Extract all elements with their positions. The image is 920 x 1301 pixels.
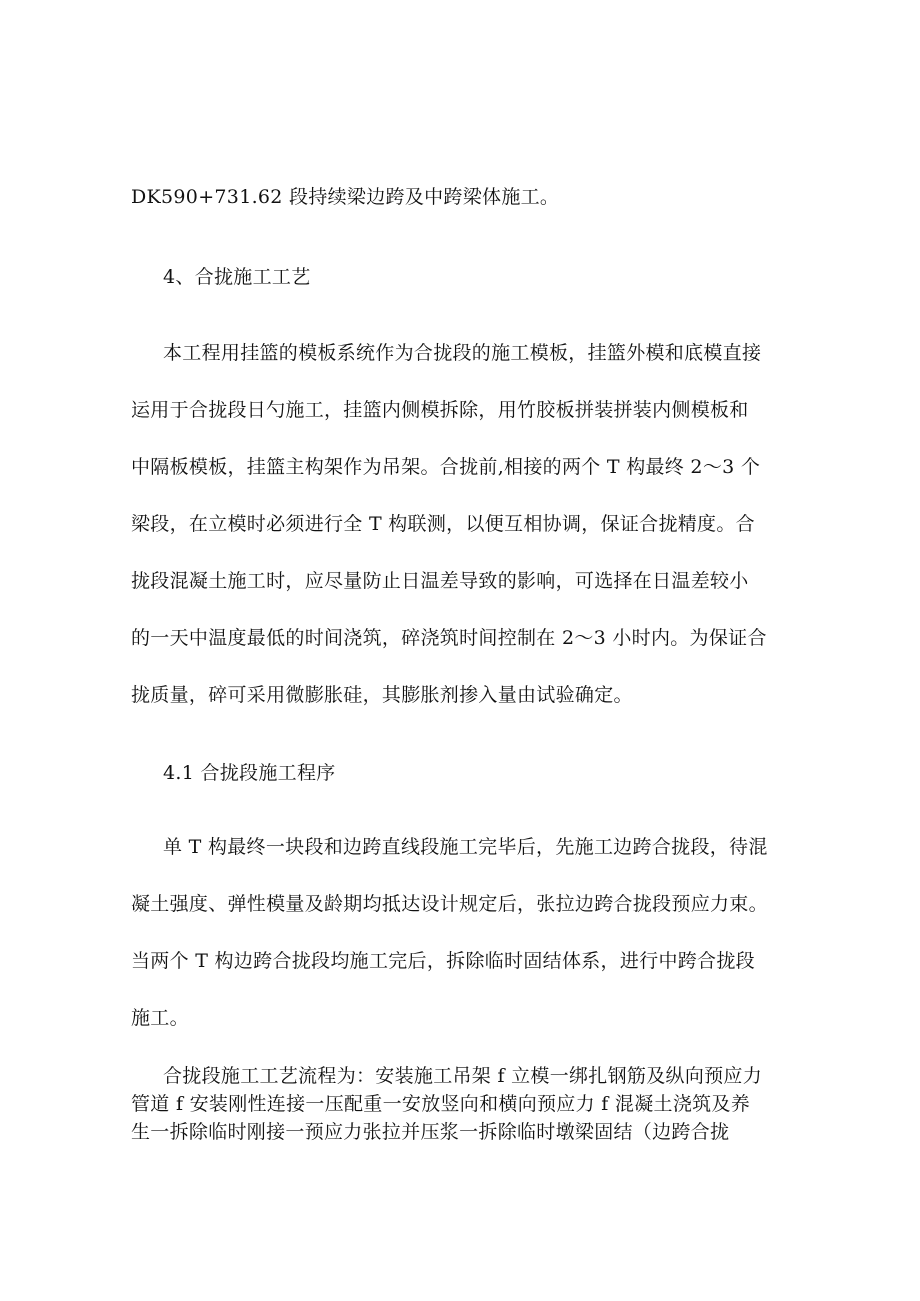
paragraph-line: 凝土强度、弹性模量及龄期均抵达设计规定后，张拉边跨合拢段预应力束。 bbox=[131, 893, 768, 915]
paragraph-line: 施工。 bbox=[131, 1007, 189, 1029]
paragraph-line: 拢段混凝土施工时，应尽量防止日温差导致的影响，可选择在日温差较小 bbox=[131, 570, 749, 592]
paragraph-line: 拢质量，碎可采用微膨胀硅，其膨胀剂掺入量由试验确定。 bbox=[131, 684, 633, 706]
paragraph-line: 梁段，在立模时必须进行全 T 构联测，以便互相协调，保证合拢精度。合 bbox=[131, 513, 755, 535]
paragraph-line: 当两个 T 构边跨合拢段均施工完后，拆除临时固结体系，进行中跨合拢段 bbox=[131, 950, 755, 972]
section-heading-4: 4、合拢施工工艺 bbox=[163, 266, 311, 288]
paragraph-line: 单 T 构最终一块段和边跨直线段施工完毕后，先施工边跨合拢段，待混 bbox=[163, 836, 768, 858]
paragraph-line: 运用于合拢段日勺施工，挂篮内侧模拆除，用竹胶板拼装拼装内侧模板和 bbox=[131, 399, 749, 421]
continuation-line: DK590+731.62 段持续梁边跨及中跨梁体施工。 bbox=[131, 186, 560, 208]
paragraph-line: 中隔板模板，挂篮主构架作为吊架。合拢前,相接的两个 T 构最终 2～3 个 bbox=[131, 456, 761, 478]
paragraph-line: 管道 f 安装刚性连接一压配重一安放竖向和横向预应力 f 混凝土浇筑及养 bbox=[131, 1093, 751, 1115]
paragraph-line: 生一拆除临时刚接一预应力张拉并压浆一拆除临时墩梁固结（边跨合拢 bbox=[131, 1121, 730, 1143]
paragraph-line: 本工程用挂篮的模板系统作为合拢段的施工模板，挂篮外模和底模直接 bbox=[163, 342, 762, 364]
paragraph-line: 合拢段施工工艺流程为：安装施工吊架 f 立模一绑扎钢筋及纵向预应力 bbox=[163, 1065, 763, 1087]
section-heading-4-1: 4.1 合拢段施工程序 bbox=[163, 762, 336, 784]
paragraph-line: 的一天中温度最低的时间浇筑，碎浇筑时间控制在 2～3 小时内。为保证合 bbox=[131, 627, 767, 649]
